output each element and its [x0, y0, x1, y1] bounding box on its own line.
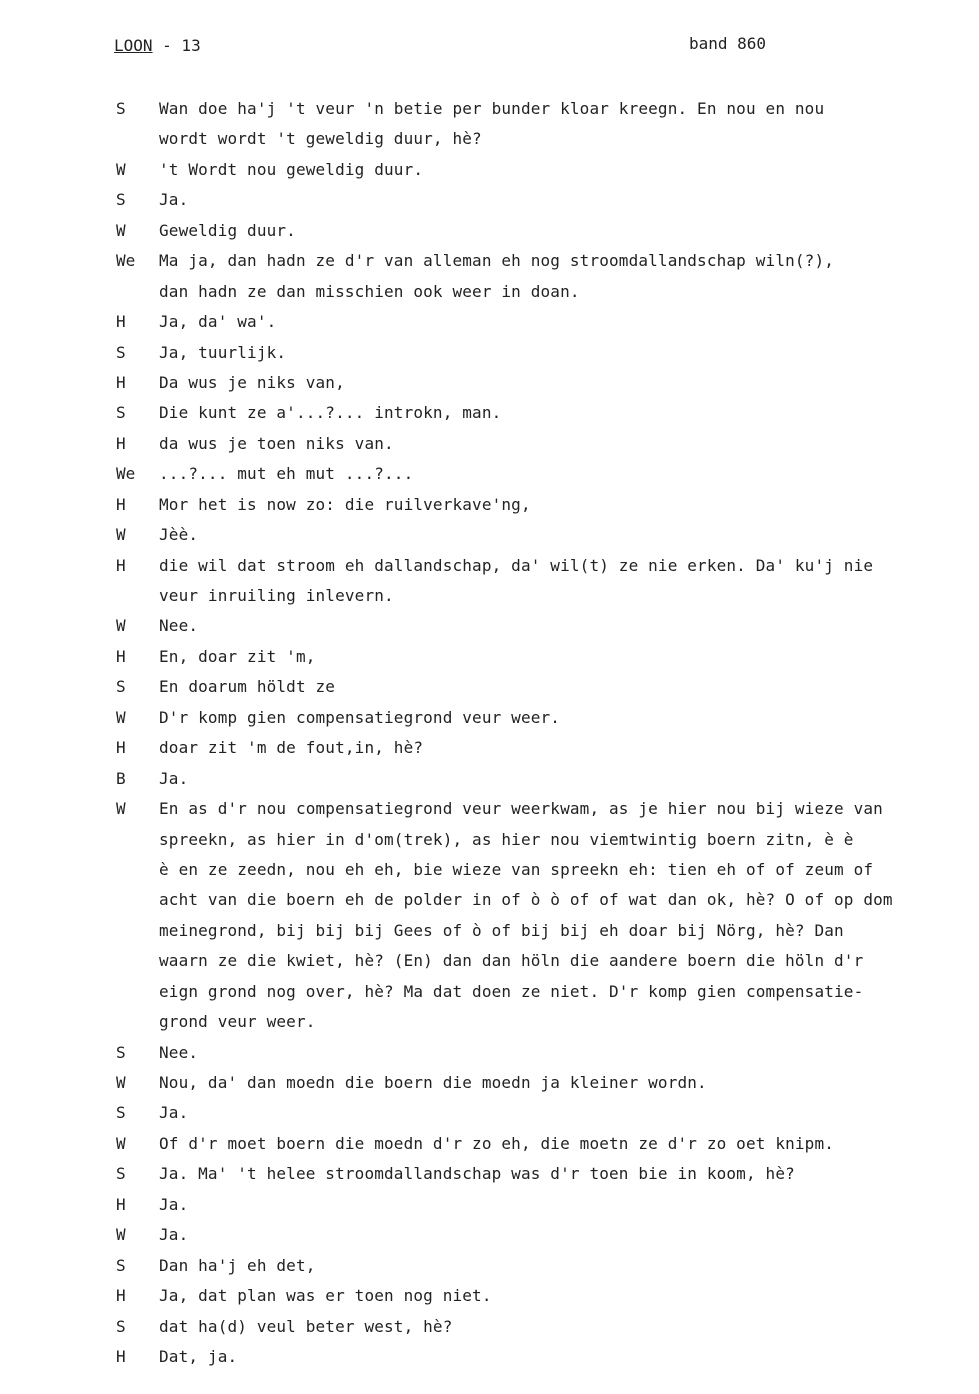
utterance-text: En, doar zit 'm, [159, 646, 316, 666]
document-title: LOON [114, 36, 153, 55]
speaker-label: W [116, 220, 126, 240]
speaker-label: B [116, 768, 126, 788]
utterance-text: Ja. Ma' 't helee stroomdallandschap was d'r toen bie in koom, hè? [159, 1164, 795, 1184]
transcript-line [0, 1251, 979, 1281]
speaker-label: S [116, 1042, 126, 1062]
utterance-text: grond veur weer. [159, 1012, 316, 1032]
speaker-label: W [116, 1133, 126, 1153]
utterance-text: Wan doe ha'j 't veur 'n betie per bunder kloar kreegn. En nou en nou [159, 99, 825, 118]
speaker-label: H [116, 372, 126, 392]
utterance-text: acht van die boern eh de polder in of ò ò of of wat dan ok, hè? O of op dom [159, 890, 893, 910]
utterance-text: Ma ja, dan hadn ze d'r van alleman eh nog stroomdallandschap wiln(?), [159, 251, 835, 271]
transcript-line [0, 307, 979, 337]
speaker-label: S [116, 403, 126, 423]
speaker-label: We [116, 251, 136, 271]
transcript-line [0, 825, 979, 855]
utterance-text: dan hadn ze dan misschien ook weer in doan. [159, 281, 580, 301]
utterance-text: Ja. [159, 1225, 189, 1245]
speaker-label: S [116, 342, 126, 362]
utterance-text: da wus je toen niks van. [159, 433, 394, 453]
transcript-line [0, 398, 979, 428]
utterance-text: Nee. [159, 616, 199, 636]
transcript-line [0, 611, 979, 641]
speaker-label: W [116, 525, 126, 545]
speaker-label: S [116, 190, 126, 210]
speaker-label: H [116, 646, 126, 666]
utterance-text: spreekn, as hier in d'om(trek), as hier nou viemtwintig boern zitn, è è [159, 829, 854, 849]
speaker-label: H [116, 1286, 126, 1306]
utterance-text: wordt wordt 't geweldig duur, hè? [159, 129, 482, 149]
utterance-text: Ja, dat plan was er toen nog niet. [159, 1286, 492, 1306]
transcript-line [0, 703, 979, 733]
utterance-text: meinegrond, bij bij bij Gees of ò of bij bij eh doar bij Nörg, hè? Dan [159, 920, 844, 940]
utterance-text: Dat, ja. [159, 1346, 238, 1366]
transcript-line [0, 520, 979, 550]
transcript-line [0, 1312, 979, 1342]
transcript-line [0, 885, 979, 915]
speaker-label: H [116, 312, 126, 332]
utterance-text: Da wus je niks van, [159, 372, 345, 392]
speaker-label: S [116, 1103, 126, 1123]
transcript-line [0, 581, 979, 611]
speaker-label: We [116, 464, 136, 484]
transcript-line [0, 246, 979, 276]
utterance-text: 't Wordt nou geweldig duur. [159, 159, 424, 179]
speaker-label: H [116, 738, 126, 758]
transcript-line [0, 1190, 979, 1220]
transcript-line [0, 1342, 979, 1372]
utterance-text: Ja, tuurlijk. [159, 342, 287, 362]
utterance-text: doar zit 'm de fout,in, hè? [159, 738, 424, 758]
transcript-line [0, 1129, 979, 1159]
speaker-label: H [116, 555, 126, 575]
transcript-line [0, 977, 979, 1007]
speaker-label: W [116, 1073, 126, 1092]
utterance-text: Of d'r moet boern die moedn d'r zo eh, die moetn ze d'r zo oet knipm. [159, 1133, 835, 1153]
utterance-text: dat ha(d) veul beter west, hè? [159, 1316, 453, 1336]
transcript-line [0, 551, 979, 581]
transcript-line [0, 855, 979, 885]
transcript-line [0, 124, 979, 154]
utterance-text: Ja, da' wa'. [159, 312, 277, 332]
speaker-label: W [116, 159, 126, 179]
transcript-line [0, 338, 979, 368]
utterance-text: Ja. [159, 1103, 189, 1123]
utterance-text: Ja. [159, 1194, 189, 1214]
utterance-text: Ja. [159, 768, 189, 788]
transcript-line [0, 185, 979, 215]
speaker-label: W [116, 616, 126, 636]
transcript-line [0, 672, 979, 702]
transcript-line [0, 1159, 979, 1189]
transcript-line [0, 1007, 979, 1037]
speaker-label: S [116, 1316, 126, 1336]
speaker-label: S [116, 1255, 126, 1275]
utterance-text: Mor het is now zo: die ruilverkave'ng, [159, 494, 531, 514]
transcript-line [0, 368, 979, 398]
transcript-line [0, 764, 979, 794]
utterance-text: Jèè. [159, 525, 199, 545]
utterance-text: Die kunt ze a'...?... introkn, man. [159, 403, 502, 423]
utterance-text: Dan ha'j eh det, [159, 1255, 316, 1275]
transcript-line [0, 1038, 979, 1068]
transcript-line [0, 794, 979, 824]
transcript-line [0, 216, 979, 246]
utterance-text: Nou, da' dan moedn die boern die moedn ja kleiner wordn. [159, 1073, 707, 1092]
speaker-label: H [116, 433, 126, 453]
utterance-text: En as d'r nou compensatiegrond veur weerkwam, as je hier nou bij wieze van [159, 799, 883, 819]
transcript-line [0, 1098, 979, 1128]
utterance-text: Geweldig duur. [159, 220, 296, 240]
utterance-text: waarn ze die kwiet, hè? (En) dan dan höln die aandere boern die höln d'r [159, 951, 864, 971]
utterance-text: D'r komp gien compensatiegrond veur weer. [159, 707, 561, 727]
utterance-text: eign grond nog over, hè? Ma dat doen ze niet. D'r komp gien compensatie- [159, 981, 864, 1001]
transcript-line [0, 155, 979, 185]
speaker-label: H [116, 1346, 126, 1366]
band-number: band 860 [689, 34, 767, 53]
speaker-label: H [116, 1194, 126, 1214]
transcript-line [0, 429, 979, 459]
transcript-line [0, 916, 979, 946]
speaker-label: W [116, 799, 126, 819]
utterance-text: è en ze zeedn, nou eh eh, bie wieze van spreekn eh: tien eh of of zeum of [159, 859, 874, 879]
utterance-text: En doarum höldt ze [159, 677, 336, 697]
transcript-line [0, 1068, 979, 1098]
utterance-text: die wil dat stroom eh dallandschap, da' wil(t) ze nie erken. Da' ku'j nie [159, 555, 874, 575]
transcript-line [0, 946, 979, 976]
speaker-label: S [116, 99, 126, 118]
page-header-left [114, 36, 201, 55]
speaker-label: W [116, 1225, 126, 1245]
transcript-line [0, 1281, 979, 1311]
speaker-label: W [116, 707, 126, 727]
utterance-text: Nee. [159, 1042, 199, 1062]
page-number: - 13 [152, 36, 201, 55]
speaker-label: S [116, 677, 126, 697]
transcript-lines [0, 94, 979, 1372]
speaker-label: H [116, 494, 126, 514]
utterance-text: veur inruiling inlevern. [159, 586, 394, 605]
transcript-line [0, 459, 979, 489]
utterance-text: ...?... mut eh mut ...?... [159, 464, 414, 484]
speaker-label: S [116, 1164, 126, 1184]
transcript-line [0, 642, 979, 672]
transcript-line [0, 1220, 979, 1250]
transcript-line [0, 277, 979, 307]
transcript-line [0, 733, 979, 763]
transcript-line [0, 490, 979, 520]
utterance-text: Ja. [159, 190, 189, 210]
transcript-line [0, 94, 979, 124]
